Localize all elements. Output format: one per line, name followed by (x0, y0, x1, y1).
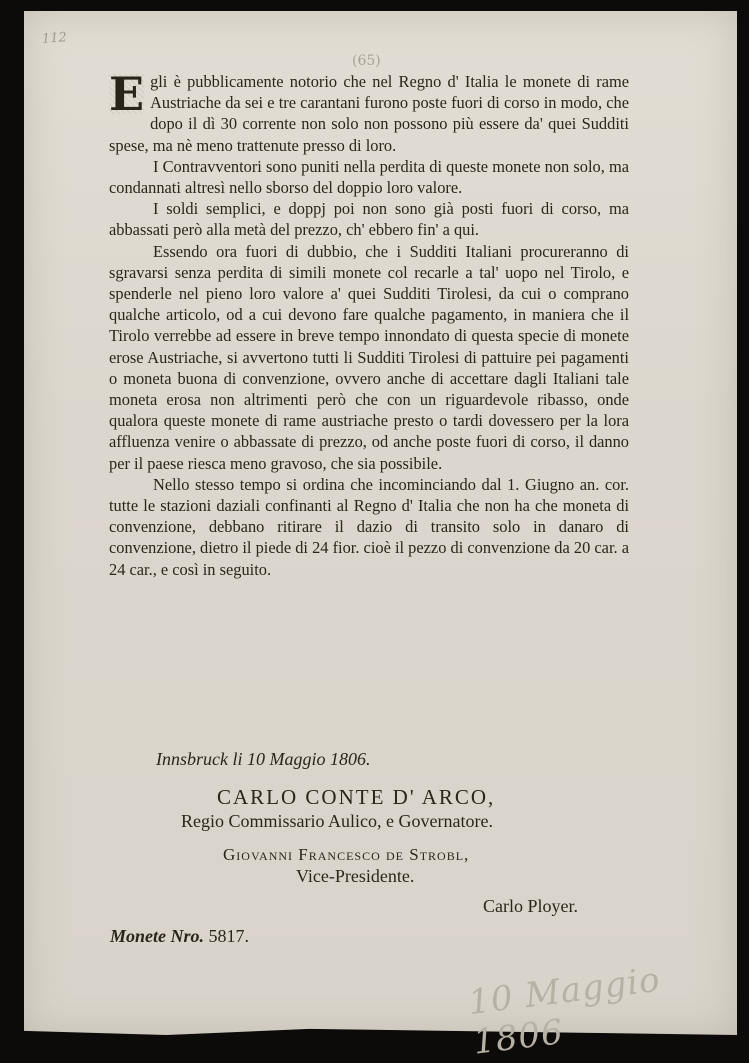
paragraph-text: gli è pubblicamente notorio che nel Regno d' Italia le monete di rame Austriache da sei e tre carantani furono poste fuori di corso in modo, che dopo il dì 30 corrente non solo non possono più essere da' quei Sudditi spese, ma nè meno trattenute presso di loro. (109, 72, 629, 155)
drop-cap-initial: E (109, 67, 145, 121)
signatory-2-title: Vice-Presidente. (296, 866, 415, 886)
signatory-1-title: Regio Commissario Aulico, e Governatore. (181, 811, 493, 831)
document-reference (110, 926, 249, 947)
pencil-date-note: 10 Maggio 1806 (466, 959, 663, 1063)
signatory-1-name: CARLO CONTE D' ARCO, (217, 785, 496, 809)
decree-paragraph-5: Nello stesso tempo si ordina che incominciando dal 1. Giugno an. cor. tutte le stazioni daziali confinanti al Regno d' Italia che non ha che moneta di convenzione, debbano ritirare il dazio di transito solo in danaro di convenzione, dietro il piede di 24 fior. cioè il pezzo di convenzione da 20 car. a 24 car., e così in seguito. (109, 474, 629, 579)
decree-text (109, 67, 629, 580)
reference-label: Monete Nro. (110, 926, 204, 946)
reference-number: 5817. (208, 926, 249, 946)
signatory-2-name: Giovanni Francesco de Strobl, (223, 845, 470, 864)
decree-paragraph-4: Essendo ora fuori di dubbio, che i Sudditi Italiani procureranno di sgravarsi senza perdita di simili monete col recarle a tal' uopo nel Tirolo, e spenderle nel pieno loro valore a' quei Sudditi Tirolesi, da cui o comprano qualche articolo, od a cui devono fare qualche pagamento, in maniera che il Tirolo verrebbe ad essere in breve tempo innondato di questa specie di monete erose Austriache, si avvertono tutti li Sudditi Tirolesi di pattuire pei pagamenti o moneta buona di convenzione, ovvero anche di accettare dagli Italiani tale moneta erosa non altrimenti però che con un riguardevole ribasso, onde qualora queste monete di rame austriache presto o tardi dovessero per la lora affluenza venire o abbassate di prezzo, od anche poste fuori di corso, il danno per il paese riesca meno gravoso, che sia possibile. (109, 241, 629, 473)
pencil-note-top-left: 112 (41, 30, 68, 47)
signatory-3-name: Carlo Ployer. (483, 896, 578, 916)
decree-paragraph-1 (109, 67, 629, 156)
decree-paragraph-3: I soldi semplici, e doppj poi non sono già posti fuori di corso, ma abbassati però alla metà del prezzo, ch' ebbero fin' a qui. (109, 199, 629, 240)
decree-paragraph-2: I Contravventori sono puniti nella perdita di queste monete non solo, ma condannati altresì nello sborso del doppio loro valore. (109, 156, 629, 198)
place-and-date: Innsbruck li 10 Maggio 1806. (156, 749, 371, 769)
pencil-note-top-center: (65) (352, 53, 381, 69)
